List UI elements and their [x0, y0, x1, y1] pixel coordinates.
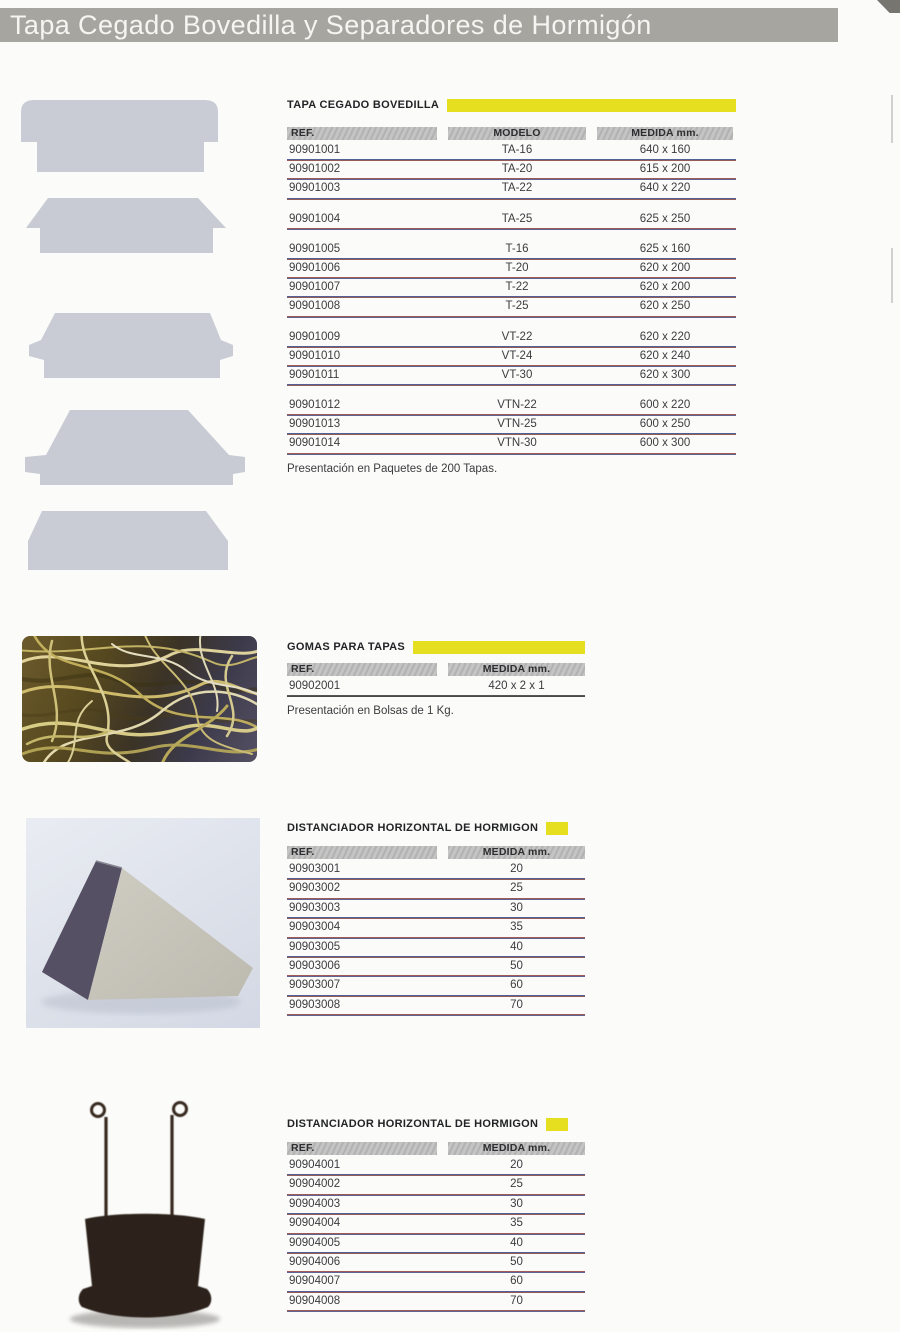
cell-ref: 90902001 [289, 680, 341, 692]
section-gomas [287, 641, 585, 717]
section-title: TAPA CEGADO BOVEDILLA [287, 99, 440, 111]
cell-medida: 620 x 200 [639, 281, 691, 294]
table-header-row [287, 663, 585, 676]
table-row [287, 416, 736, 435]
table-row [287, 435, 736, 454]
column-header-medida: MEDIDA mm. [448, 846, 585, 859]
table-body [287, 861, 585, 1016]
column-header-medida: MEDIDA mm. [448, 663, 585, 676]
cell-medida: 600 x 220 [639, 399, 691, 412]
section-distanciador-2 [287, 1118, 585, 1312]
cell-medida: 50 [510, 1255, 523, 1268]
cell-modelo: TA-22 [501, 182, 533, 195]
column-header-modelo: MODELO [448, 127, 586, 140]
yellow-highlight-bar [546, 1118, 568, 1131]
rubber-bands-illustration [22, 636, 257, 762]
cell-ref: 90904001 [289, 1159, 341, 1171]
cell-ref: 90901009 [289, 330, 341, 343]
cell-medida: 620 x 300 [639, 368, 691, 381]
table-row [287, 348, 736, 367]
cell-ref: 90901005 [289, 242, 341, 255]
cell-medida: 620 x 250 [639, 300, 691, 313]
cell-ref: 90904004 [289, 1217, 341, 1230]
cell-medida: 60 [510, 979, 523, 992]
cell-medida: 620 x 220 [639, 330, 691, 343]
footnote: Presentación en Bolsas de 1 Kg. [287, 705, 454, 718]
table-row [287, 142, 736, 161]
table-row [287, 1273, 585, 1292]
cell-ref: 90903008 [289, 998, 341, 1011]
page-header-bar [0, 8, 838, 42]
table-row [287, 861, 585, 880]
section-title: DISTANCIADOR HORIZONTAL DE HORMIGON [287, 822, 539, 834]
cell-ref: 90901010 [289, 349, 341, 362]
table-row [287, 678, 585, 697]
cell-medida: 600 x 300 [639, 437, 691, 450]
table-row [287, 329, 736, 348]
cell-modelo: TA-25 [501, 212, 533, 225]
cell-medida: 30 [510, 901, 523, 914]
footnote: Presentación en Paquetes de 200 Tapas. [287, 462, 498, 475]
cell-modelo: TA-16 [501, 144, 533, 156]
column-header-medida: MEDIDA mm. [597, 127, 733, 140]
cell-ref: 90903002 [289, 882, 341, 895]
cell-modelo: VT-22 [501, 330, 533, 343]
cell-modelo: VTN-25 [497, 418, 537, 431]
table-row [287, 900, 585, 919]
cell-ref: 90901013 [289, 418, 341, 431]
cell-medida: 620 x 240 [639, 349, 691, 362]
section-header [287, 641, 585, 654]
table-row [287, 1293, 585, 1312]
cell-ref: 90903007 [289, 979, 341, 992]
table-header-row [287, 846, 585, 859]
cell-medida: 615 x 200 [639, 163, 691, 176]
cell-ref: 90904008 [289, 1294, 341, 1307]
scan-edge-line [891, 248, 893, 303]
cell-modelo: VTN-22 [497, 399, 537, 412]
table-body [287, 678, 585, 697]
cell-medida: 20 [510, 863, 523, 875]
cell-ref: 90904007 [289, 1275, 341, 1288]
table-row [287, 1235, 585, 1254]
cell-modelo: TA-20 [501, 163, 533, 176]
table-row [287, 367, 736, 386]
cell-medida: 35 [510, 921, 523, 934]
table-row [287, 279, 736, 298]
cell-ref: 90904002 [289, 1178, 341, 1191]
cell-medida: 40 [510, 940, 523, 953]
table-body [287, 142, 736, 455]
column-header-medida: MEDIDA mm. [448, 1142, 585, 1155]
section-header [287, 822, 585, 835]
cell-ref: 90903004 [289, 921, 341, 934]
column-header-ref: REF. [287, 663, 437, 676]
cell-modelo: T-25 [505, 300, 529, 313]
cell-medida: 420 x 2 x 1 [488, 680, 545, 692]
tapa-silhouette-2 [26, 198, 226, 253]
gomas-product-photo [22, 636, 257, 762]
table-row [287, 997, 585, 1016]
tapa-silhouettes-image [0, 95, 260, 575]
cell-ref: 90901008 [289, 300, 341, 313]
cell-ref: 90901012 [289, 399, 341, 412]
table-row [287, 211, 736, 230]
yellow-highlight-bar [413, 641, 585, 654]
section-tapa-cegado [287, 99, 736, 475]
cell-modelo: VTN-30 [497, 437, 537, 450]
table-row [287, 180, 736, 199]
cell-medida: 20 [510, 1159, 523, 1171]
cell-medida: 25 [510, 1178, 523, 1191]
cell-ref: 90901003 [289, 182, 341, 195]
cell-ref: 90901011 [289, 368, 340, 381]
table-row [287, 298, 736, 317]
scan-corner-artifact [877, 0, 900, 13]
tapa-silhouette-4 [25, 410, 245, 485]
section-header [287, 99, 736, 112]
cell-ref: 90903006 [289, 959, 341, 972]
table-row [287, 260, 736, 279]
cell-medida: 25 [510, 882, 523, 895]
yellow-highlight-bar [447, 99, 736, 112]
column-header-ref: REF. [287, 846, 437, 859]
cell-medida: 625 x 250 [639, 212, 691, 225]
table-header-row [287, 127, 736, 140]
cell-ref: 90903005 [289, 940, 341, 953]
table-row [287, 241, 736, 260]
cell-modelo: VT-24 [501, 349, 533, 362]
cell-modelo: T-20 [505, 261, 529, 274]
table-row [287, 919, 585, 938]
cell-medida: 40 [510, 1236, 523, 1249]
table-row [287, 161, 736, 180]
cell-medida: 35 [510, 1217, 523, 1230]
cell-ref: 90903003 [289, 901, 341, 914]
tapa-silhouette-1 [21, 100, 218, 172]
cell-modelo: T-22 [505, 281, 529, 294]
column-header-ref: REF. [287, 1142, 437, 1155]
column-header-ref: REF. [287, 127, 437, 140]
cell-ref: 90901001 [289, 144, 341, 156]
table-row [287, 958, 585, 977]
tapa-silhouette-5 [28, 511, 228, 570]
cell-ref: 90904005 [289, 1236, 341, 1249]
cell-medida: 640 x 220 [639, 182, 691, 195]
table-row [287, 1196, 585, 1215]
table-row [287, 1176, 585, 1195]
table-row [287, 939, 585, 958]
cell-medida: 50 [510, 959, 523, 972]
yellow-highlight-bar [546, 822, 568, 835]
section-title: DISTANCIADOR HORIZONTAL DE HORMIGON [287, 1118, 539, 1130]
cell-medida: 60 [510, 1275, 523, 1288]
cell-ref: 90904006 [289, 1255, 341, 1268]
table-row [287, 397, 736, 416]
cell-medida: 640 x 160 [639, 144, 691, 156]
table-row [287, 977, 585, 996]
section-header [287, 1118, 585, 1131]
section-title: GOMAS PARA TAPAS [287, 641, 406, 653]
cell-modelo: T-16 [505, 242, 529, 255]
table-row [287, 1157, 585, 1176]
cell-modelo: VT-30 [501, 368, 533, 381]
distanciador-product-photo [26, 818, 260, 1028]
tapa-silhouette-3 [29, 313, 233, 378]
cell-medida: 70 [510, 998, 523, 1011]
concrete-block-illustration [26, 818, 260, 1028]
page-title: Tapa Cegado Bovedilla y Separadores de Hormigón [10, 10, 652, 40]
cell-ref: 90901006 [289, 261, 341, 274]
table-row [287, 1254, 585, 1273]
table-row [287, 1215, 585, 1234]
cell-ref: 90903001 [289, 863, 341, 875]
scan-edge-line [891, 95, 893, 143]
cell-medida: 620 x 200 [639, 261, 691, 274]
table-body [287, 1157, 585, 1312]
vertical-spacer-product-photo [40, 1095, 250, 1332]
section-distanciador-1 [287, 822, 585, 1016]
cell-medida: 600 x 250 [639, 418, 691, 431]
cell-ref: 90901007 [289, 281, 341, 294]
cell-medida: 70 [510, 1294, 523, 1307]
cell-ref: 90901014 [289, 437, 341, 450]
cell-ref: 90901004 [289, 212, 341, 225]
table-header-row [287, 1142, 585, 1155]
table-row [287, 880, 585, 899]
cell-ref: 90904003 [289, 1197, 341, 1210]
cell-ref: 90901002 [289, 163, 341, 176]
cell-medida: 625 x 160 [639, 242, 691, 255]
cell-medida: 30 [510, 1197, 523, 1210]
